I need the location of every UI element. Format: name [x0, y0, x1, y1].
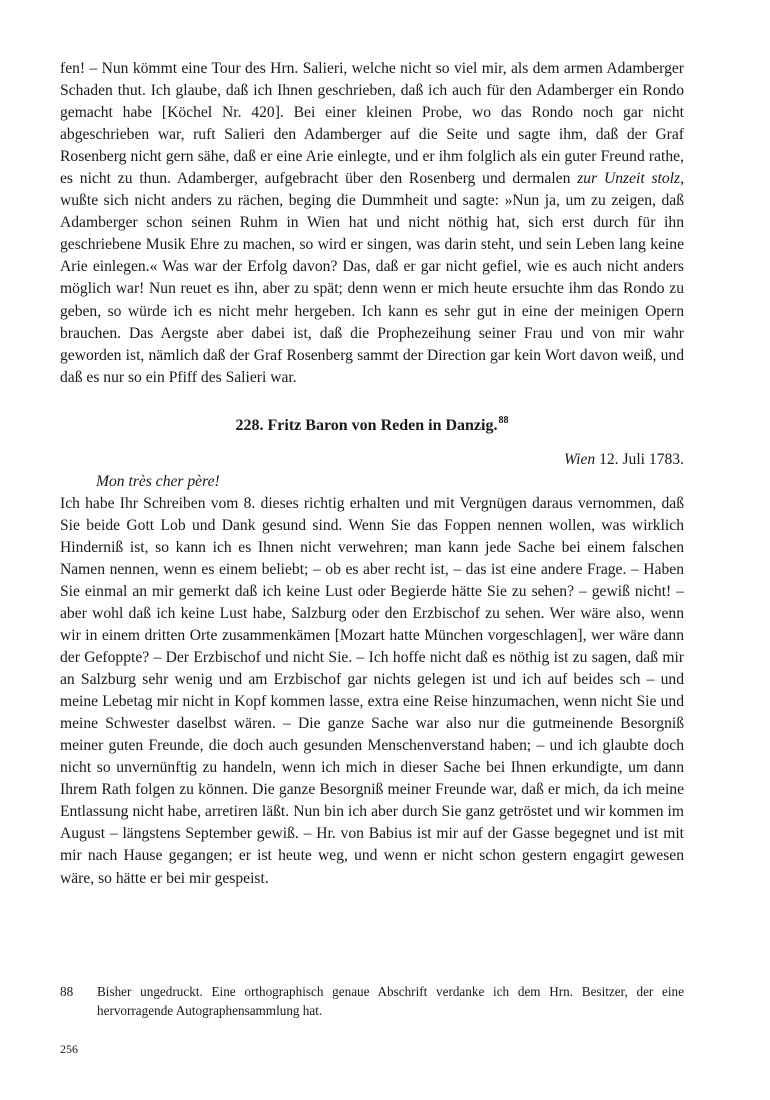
dateline-date: 12. Juli 1783.	[595, 450, 684, 468]
paragraph-letter: Ich habe Ihr Schreiben vom 8. dieses richtig erhalten und mit Vergnügen daraus vernommen, daß Sie beide Gott Lob und Dank gesund sind. Wenn Sie das Foppen nennen wollen, was wirklich Hinderniß ist, so kann ich es Ihnen nicht verwehren; man kann jede Sache bei einem falschen Namen nennen, wenn es einem beliebt; – ob es aber recht ist, – das ist eine andere Frage. – Haben Sie einmal an mir gemerkt daß ich keine Lust oder Begierde hätte Sie zu sehen? – gewiß nicht! – aber wohl daß ich keine Lust habe, Salzburg oder den Erzbischof zu sehen. Wer wäre also, wenn wir in einem dritten Orte zusammenkämen [Mozart hatte München vorgeschlagen], wer wäre dann der Gefoppte? – Der Erzbischof und nicht Sie. – Ich hoffe nicht daß es nöthig ist zu sagen, daß mir an Salzburg sehr wenig und am Erzbischof gar nichts gelegen ist und ich auf beides sch – und meine Lebetag mir nicht in Kopf kommen lasse, extra eine Reise hinzumachen, wenn nicht Sie und meine Schwester daselbst wären. – Die ganze Sache war also nur die gutmeinende Besorgniß meiner guten Freunde, die doch auch gesunden Menschenverstand haben; – und ich glaubte doch nicht so unvernünftig zu handeln, wenn ich mich in dieser Sache bei Ihnen erkundigte, um dann Ihrem Rath folgen zu können. Die ganze Besorgniß meiner Freunde war, daß er mich, da ich meine Entlassung nicht habe, arretiren läßt. Nun bin ich aber durch Sie ganz getröstet und wir kommen im August – längstens September gewiß. – Hr. von Babius ist mir auf der Gasse begegnet und ist mit mir nach Hause gegangen; er ist heute weg, und wenn er nicht schon gestern engagirt gewesen wäre, so hätte er bei mir gespeist.	[60, 494, 684, 887]
page-body	[60, 58, 684, 890]
dateline-place: Wien	[564, 450, 596, 468]
footnote-number: 88	[60, 984, 74, 999]
footnote	[60, 982, 684, 1020]
letter-heading-text: 228. Fritz Baron von Reden in Danzig.	[235, 416, 498, 434]
page-number: 256	[60, 1042, 78, 1056]
paragraph-salieri-rest: , wußte sich nicht anders zu rächen, beging die Dummheit und sagte: »Nun ja, um zu zeigen, daß Adamberger schon seinen Ruhm in Wien hat und nicht nöthig hat, sich erst durch für ihn geschriebene Musik Ehre zu machen, so wird er singen, was darin steht, und sein Leben lang keine Arie einlegen.« Was war der Erfolg davon? Das, daß er gar nicht gefiel, wie es auch nicht anders möglich war! Nun reuet es ihn, aber zu spät; denn wenn er mich heute ersuchte ihm das Rondo zu geben, so würde ich es nicht mehr hergeben. Ich kann es sehr gut in eine der meinigen Opern brauchen. Das Aergste aber dabei ist, daß die Prophezeihung seiner Frau und von mir wahr geworden ist, nämlich daß der Graf Rosenberg sammt der Direction gar kein Wort davon weiß, und daß es nur so ein Pfiff des Salieri war.	[60, 170, 684, 386]
paragraph-salieri	[60, 58, 684, 389]
footnote-reference[interactable]: 88	[498, 414, 509, 426]
dateline	[60, 449, 684, 471]
italic-phrase: zur Unzeit stolz	[577, 170, 681, 188]
letter-heading	[60, 415, 684, 437]
paragraph-salieri-text: fen! – Nun kömmt eine Tour des Hrn. Salieri, welche nicht so viel mir, als dem armen Adamberger Schaden thut. Ich glaube, daß ich Ihnen geschrieben, daß ich auch für den Adamberger ein Rondo gemacht habe [Köchel Nr. 420]. Bei einer kleinen Probe, wo das Rondo noch gar nicht abgeschrieben war, ruft Salieri den Adamberger auf die Seite und sagte ihm, daß der Graf Rosenberg nicht gern sähe, daß er eine Arie einlegte, und er ihm folglich als ein guter Freund rathe, es nicht zu thun. Adamberger, aufgebracht über den Rosenberg und dermalen	[60, 60, 684, 188]
footnote-text: Bisher ungedruckt. Eine orthographisch genaue Abschrift verdanke ich dem Hrn. Besitzer, der eine hervorragende Autographensammlung hat.	[97, 984, 684, 1018]
salutation: Mon très cher père!	[96, 472, 220, 490]
